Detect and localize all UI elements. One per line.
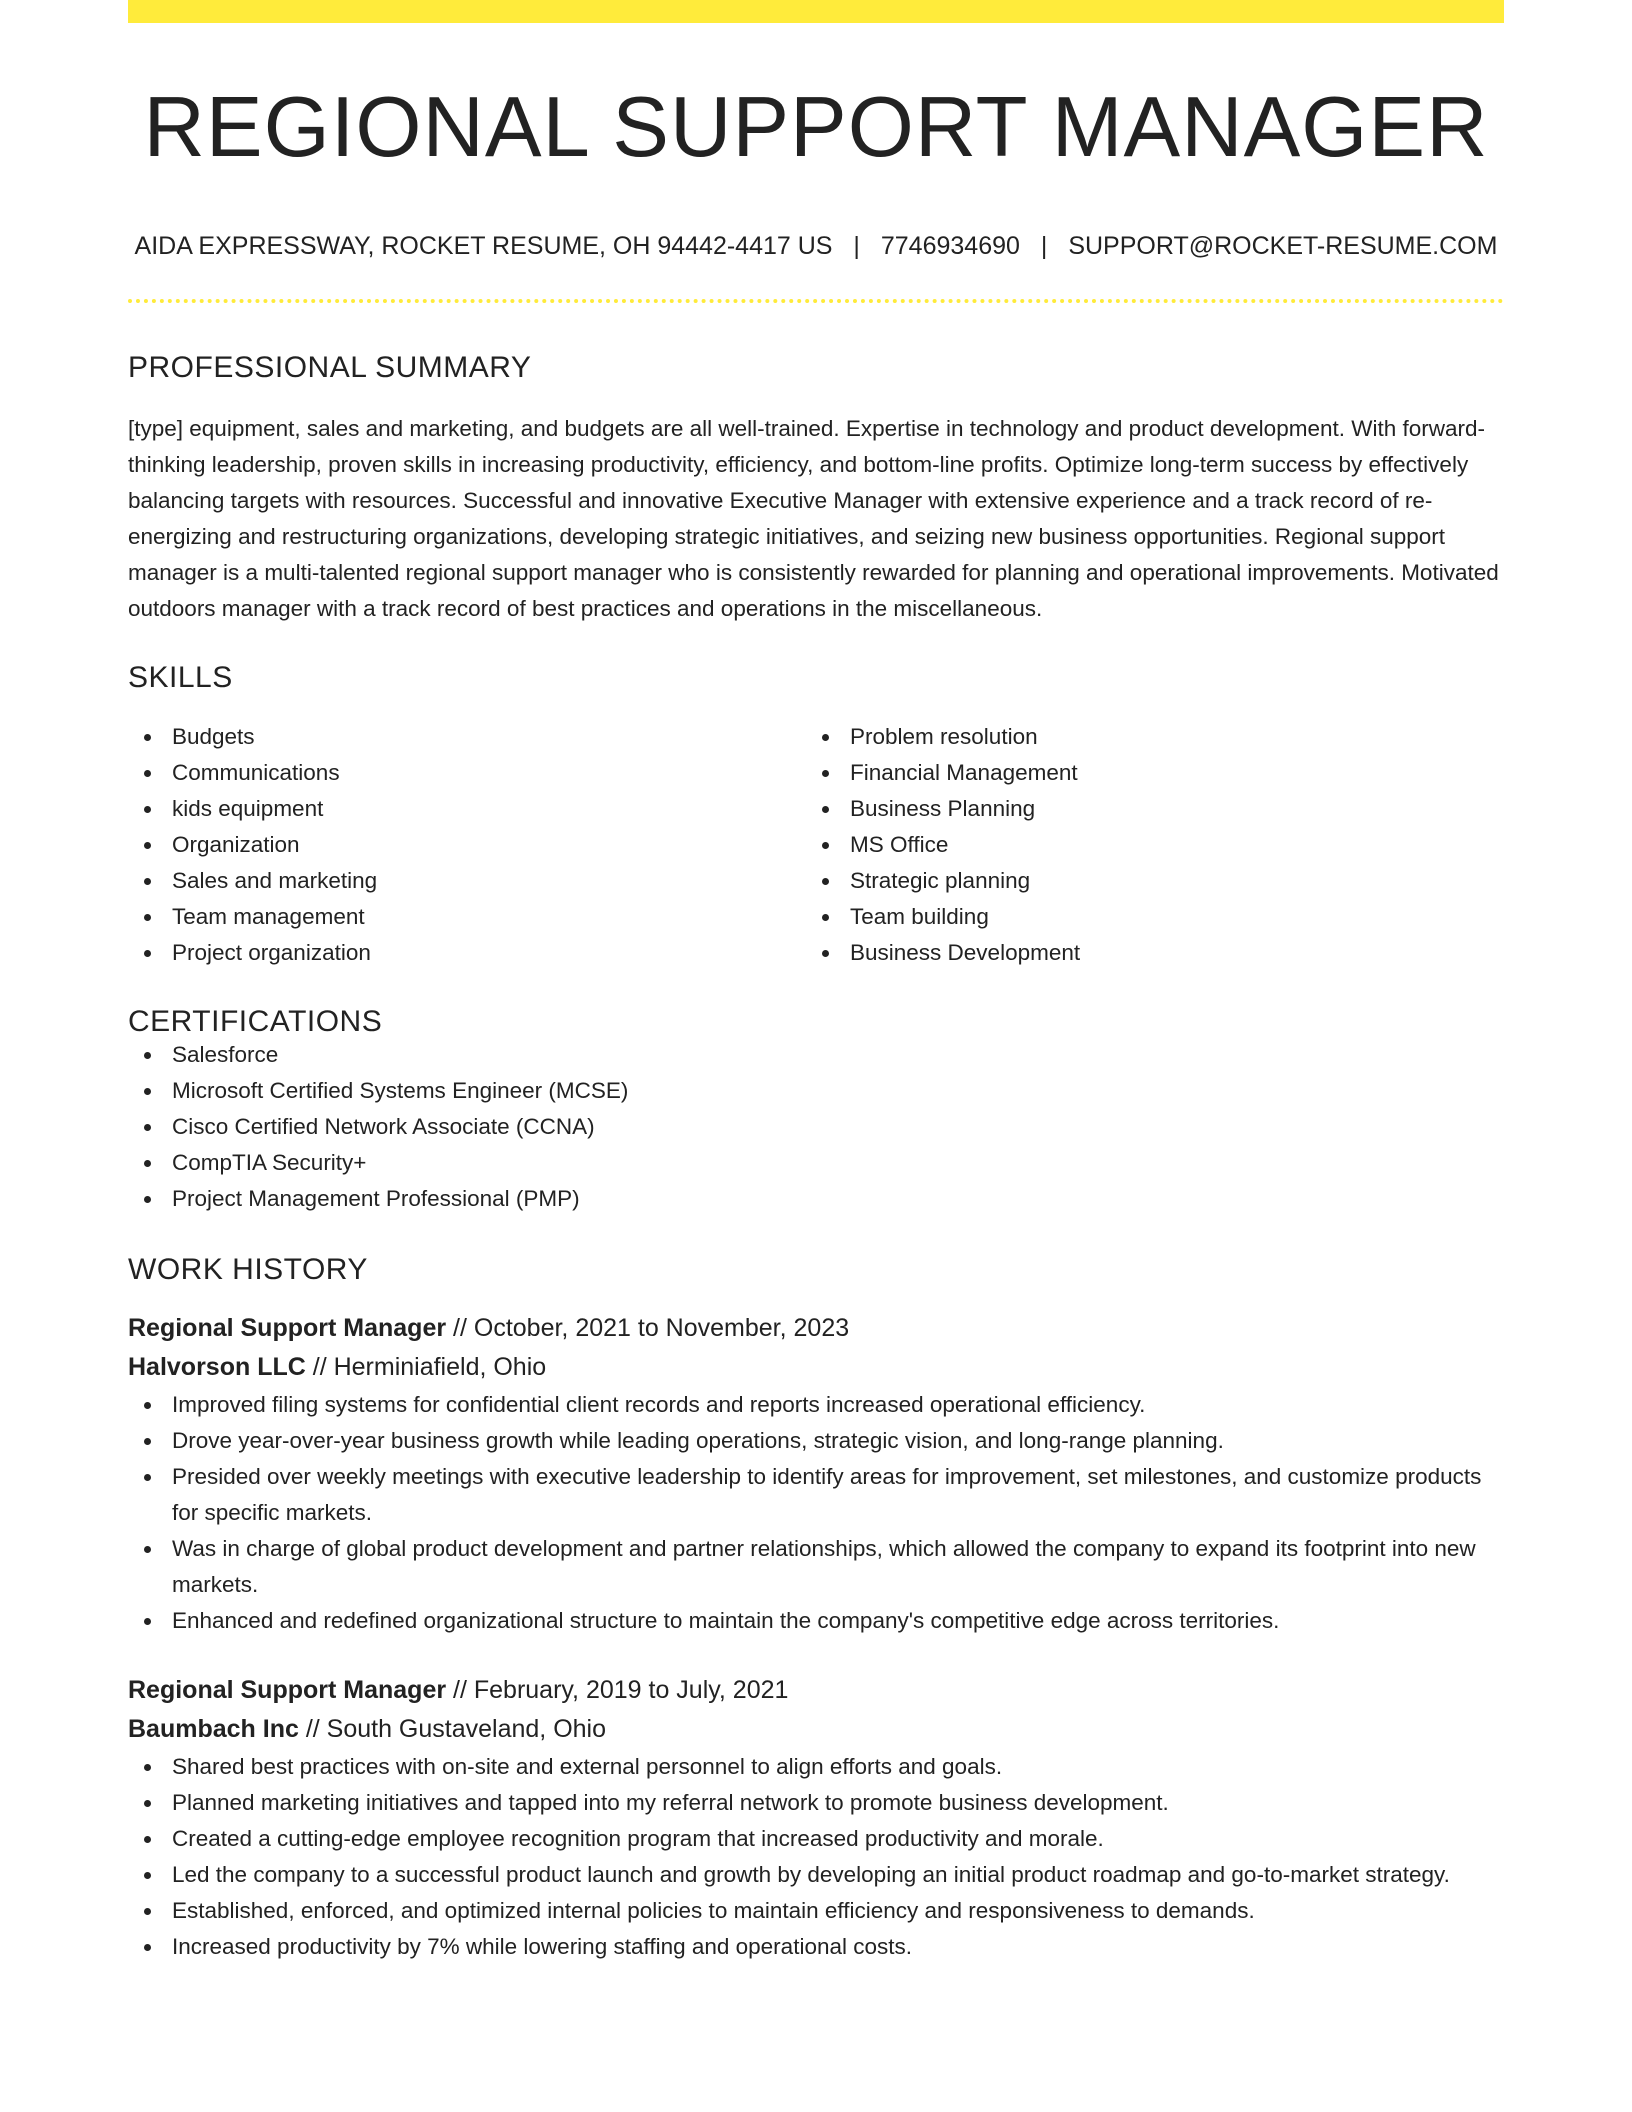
skills-columns xyxy=(128,719,1504,971)
job-bullet: Established, enforced, and optimized internal policies to maintain efficiency and responsiveness to demands. xyxy=(128,1893,1504,1929)
skill-item: Business Development xyxy=(806,935,1484,971)
skill-item: Communications xyxy=(128,755,806,791)
section-title-work-history: WORK HISTORY xyxy=(128,1253,368,1286)
certification-item: Cisco Certified Network Associate (CCNA) xyxy=(128,1109,1504,1145)
accent-bar xyxy=(128,0,1504,23)
skill-item: Team management xyxy=(128,899,806,935)
job-role: Regional Support Manager xyxy=(128,1314,447,1342)
skills-column-left xyxy=(128,719,806,971)
certification-item: Project Management Professional (PMP) xyxy=(128,1181,1504,1217)
skill-item: Organization xyxy=(128,827,806,863)
skills-section xyxy=(128,663,1504,971)
dotted-divider xyxy=(128,299,1504,303)
job-location: // Herminiafield, Ohio xyxy=(305,1353,547,1381)
skill-item: Team building xyxy=(806,899,1484,935)
job-bullet: Improved filing systems for confidential client records and reports increased operational efficiency. xyxy=(128,1387,1504,1423)
summary-section xyxy=(128,353,1504,627)
job-entry xyxy=(128,1309,1504,1639)
job-role-line xyxy=(128,1671,1504,1710)
certification-item: Microsoft Certified Systems Engineer (MCSE) xyxy=(128,1073,1504,1109)
job-bullet: Enhanced and redefined organizational structure to maintain the company's competitive edge across territories. xyxy=(128,1603,1504,1639)
skill-item: Business Planning xyxy=(806,791,1484,827)
skill-item: Project organization xyxy=(128,935,806,971)
contact-separator: | xyxy=(853,232,860,260)
section-title-summary: PROFESSIONAL SUMMARY xyxy=(128,351,532,384)
job-role: Regional Support Manager xyxy=(128,1676,447,1704)
job-dates: // February, 2019 to July, 2021 xyxy=(446,1676,789,1704)
skill-item: Problem resolution xyxy=(806,719,1484,755)
certifications-list xyxy=(128,1037,1504,1217)
skill-item: Financial Management xyxy=(806,755,1484,791)
section-title-skills: SKILLS xyxy=(128,661,233,694)
job-entry xyxy=(128,1671,1504,1965)
resume-page xyxy=(128,0,1504,1965)
job-bullet: Presided over weekly meetings with executive leadership to identify areas for improvement, set milestones, and customize products for specific markets. xyxy=(128,1459,1504,1531)
job-bullet: Shared best practices with on-site and external personnel to align efforts and goals. xyxy=(128,1749,1504,1785)
skills-column-right xyxy=(806,719,1484,971)
job-company-line xyxy=(128,1710,1504,1749)
contact-address: AIDA EXPRESSWAY, ROCKET RESUME, OH 94442-4417 US xyxy=(134,232,833,260)
contact-phone: 7746934690 xyxy=(880,232,1020,260)
skill-item: kids equipment xyxy=(128,791,806,827)
job-company-line xyxy=(128,1348,1504,1387)
job-location: // South Gustaveland, Ohio xyxy=(298,1715,607,1743)
skill-item: Budgets xyxy=(128,719,806,755)
certification-item: Salesforce xyxy=(128,1037,1504,1073)
section-title-certifications: CERTIFICATIONS xyxy=(128,1005,383,1038)
contact-line xyxy=(128,234,1504,259)
job-bullet: Increased productivity by 7% while lowering staffing and operational costs. xyxy=(128,1929,1504,1965)
job-company: Halvorson LLC xyxy=(128,1353,306,1381)
skill-item: MS Office xyxy=(806,827,1484,863)
work-history-section xyxy=(128,1255,1504,1965)
contact-email: SUPPORT@ROCKET-RESUME.COM xyxy=(1068,232,1498,260)
certification-item: CompTIA Security+ xyxy=(128,1145,1504,1181)
summary-text: [type] equipment, sales and marketing, and budgets are all well-trained. Expertise in technology and product development. With forward-thinking leadership, proven skills in increasing productivity, efficiency, and bottom-line profits. Optimize long-term success by effectively balancing targets with resources. Successful and innovative Executive Manager with extensive experience and a track record of re-energizing and restructuring organizations, developing strategic initiatives, and seizing new business opportunities. Regional support manager is a multi-talented regional support manager who is consistently rewarded for planning and operational improvements. Motivated outdoors manager with a track record of best practices and operations in the miscellaneous. xyxy=(128,416,1499,621)
resume-title: REGIONAL SUPPORT MANAGER xyxy=(143,80,1489,175)
certifications-section xyxy=(128,1007,1504,1217)
job-bullet: Was in charge of global product development and partner relationships, which allowed the company to expand its footprint into new markets. xyxy=(128,1531,1504,1603)
job-bullet: Drove year-over-year business growth while leading operations, strategic vision, and long-range planning. xyxy=(128,1423,1504,1459)
job-dates: // October, 2021 to November, 2023 xyxy=(446,1314,850,1342)
contact-separator: | xyxy=(1040,232,1048,260)
job-bullet: Created a cutting-edge employee recognition program that increased productivity and morale. xyxy=(128,1821,1504,1857)
skill-item: Sales and marketing xyxy=(128,863,806,899)
job-bullet: Planned marketing initiatives and tapped into my referral network to promote business development. xyxy=(128,1785,1504,1821)
job-bullet: Led the company to a successful product launch and growth by developing an initial product roadmap and go-to-market strategy. xyxy=(128,1857,1504,1893)
job-bullets xyxy=(128,1749,1504,1965)
skill-item: Strategic planning xyxy=(806,863,1484,899)
job-bullets xyxy=(128,1387,1504,1639)
job-role-line xyxy=(128,1309,1504,1348)
job-company: Baumbach Inc xyxy=(128,1715,299,1743)
